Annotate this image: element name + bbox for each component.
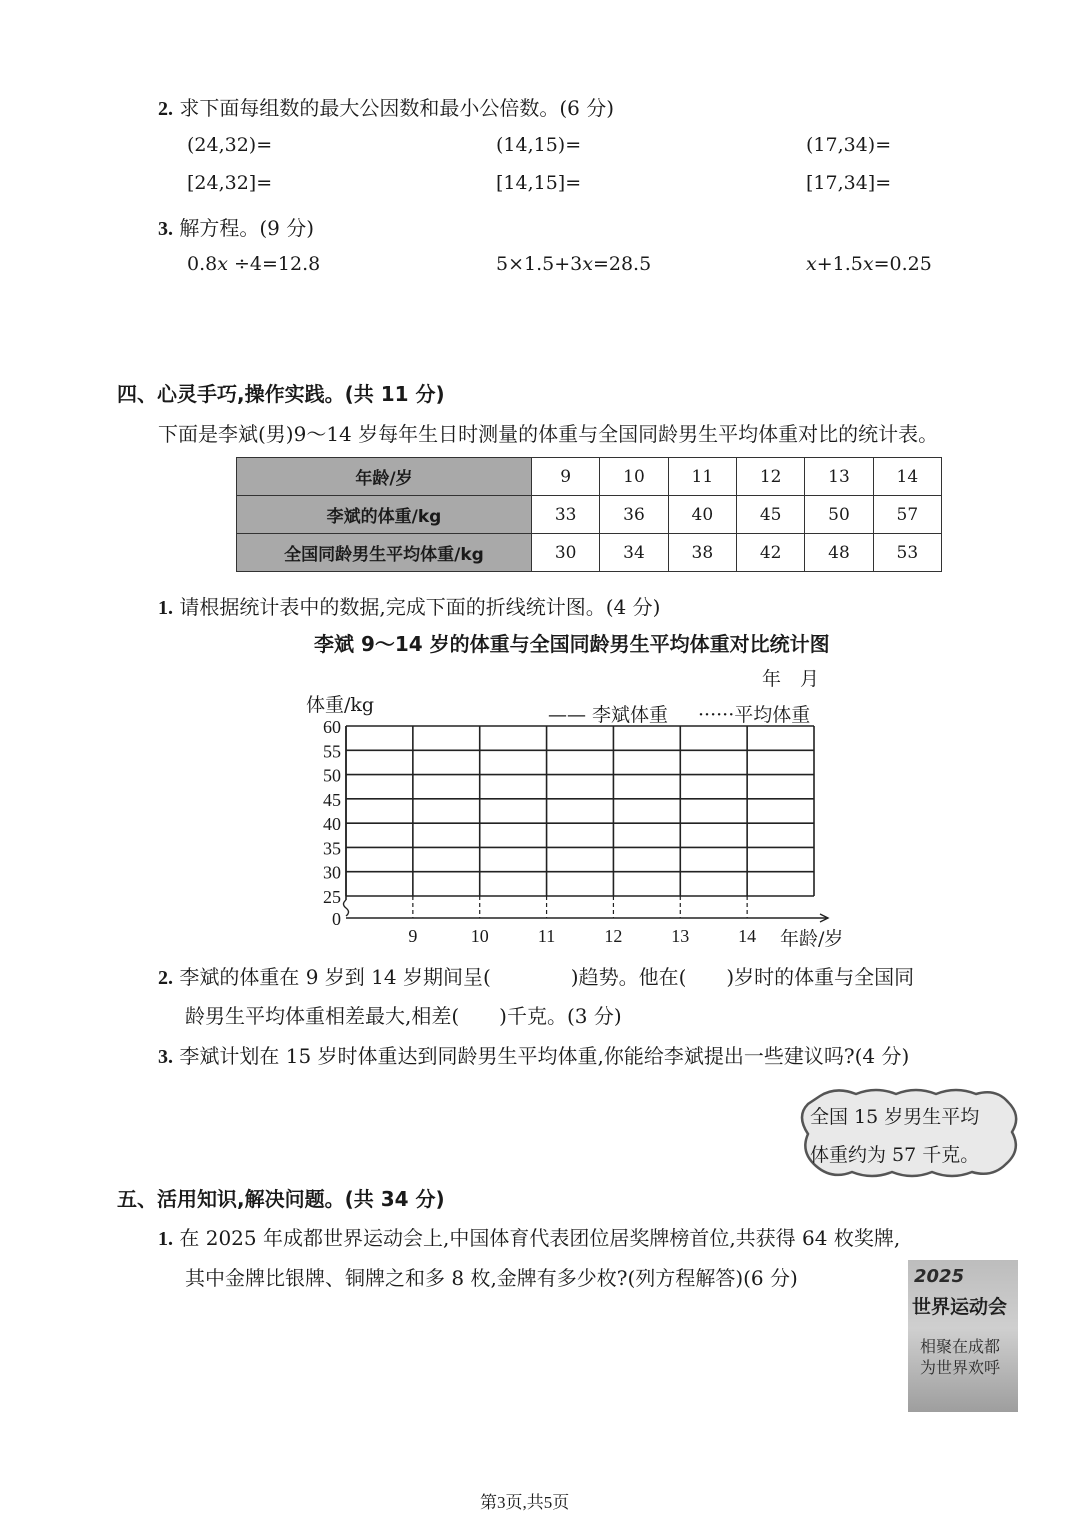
table-cell: 30	[532, 534, 600, 572]
table-cell: 53	[873, 534, 941, 572]
table-cell: 34	[600, 534, 668, 572]
table-cell: 14	[873, 458, 941, 496]
s4-q2-number: 2.	[158, 967, 173, 989]
chart-y-label: 体重/kg	[306, 694, 375, 716]
q2-number: 2.	[158, 98, 173, 120]
s4-q2-text1: 李斌的体重在 9 岁到 14 岁期间呈( )趋势。他在( )岁时的体重与全国同	[179, 965, 915, 989]
logo-slogan1: 相聚在成都	[920, 1337, 1001, 1356]
s5-q1-line2: 其中金牌比银牌、铜牌之和多 8 枚,金牌有多少枚?(列方程解答)(6 分)	[185, 1266, 798, 1290]
legend-average: ······平均体重	[698, 704, 811, 726]
section4-heading: 四、心灵手巧,操作实践。(共 11 分)	[117, 382, 445, 406]
table-cell: 38	[668, 534, 736, 572]
chart-date-label: 年 月	[762, 668, 820, 690]
table-cell: 11	[668, 458, 736, 496]
chart-title: 李斌 9～14 岁的体重与全国同龄男生平均体重对比统计图	[314, 632, 830, 656]
table-cell: 33	[532, 496, 600, 534]
table-cell: 12	[736, 458, 804, 496]
row-header: 年龄/岁	[237, 458, 532, 496]
y-tick-label: 30	[323, 862, 341, 883]
table-row-age	[237, 458, 942, 496]
s5-q1-number: 1.	[158, 1228, 173, 1250]
s4-q1-number: 1.	[158, 597, 173, 619]
s4-q1-text: 请根据统计表中的数据,完成下面的折线统计图。(4 分)	[179, 595, 661, 619]
table-cell: 50	[805, 496, 873, 534]
chart-x-label: 年龄/岁	[780, 928, 844, 950]
table-cell: 9	[532, 458, 600, 496]
y-tick-label: 45	[323, 789, 341, 810]
legend-libin: —— 李斌体重	[548, 704, 669, 726]
logo-year: 2025	[914, 1266, 965, 1287]
s4-q1	[158, 591, 660, 620]
s4-q3	[158, 1040, 909, 1069]
table-cell: 48	[805, 534, 873, 572]
equation-3: 𝑥+1.5𝑥=0.25	[806, 253, 932, 275]
table-cell: 45	[736, 496, 804, 534]
y-tick-label: 55	[323, 741, 341, 762]
gcd-14-15: (14,15)=	[496, 134, 582, 156]
lcm-14-15: [14,15]=	[496, 172, 582, 194]
q3-number: 3.	[158, 218, 173, 240]
q3-title	[158, 212, 314, 241]
hint-cloud	[796, 1086, 1022, 1180]
lcm-24-32: [24,32]=	[187, 172, 273, 194]
x-tick-label: 10	[470, 926, 489, 946]
gcd-17-34: (17,34)=	[806, 134, 892, 156]
y-tick-label: 50	[323, 765, 341, 786]
y-tick-label: 0	[332, 909, 341, 929]
section4-intro: 下面是李斌(男)9～14 岁每年生日时测量的体重与全国同龄男生平均体重对比的统计表。	[158, 422, 939, 446]
row-header: 全国同龄男生平均体重/kg	[237, 534, 532, 572]
table-cell: 40	[668, 496, 736, 534]
s4-q3-text: 李斌计划在 15 岁时体重达到同龄男生平均体重,你能给李斌提出一些建议吗?(4 分)	[179, 1044, 910, 1068]
table-cell: 42	[736, 534, 804, 572]
hint-line1: 全国 15 岁男生平均	[810, 1106, 980, 1128]
equation-1: 0.8𝑥 ÷4=12.8	[187, 253, 321, 275]
row-header: 李斌的体重/kg	[237, 496, 532, 534]
s5-q1-line1	[158, 1222, 900, 1251]
stats-table	[236, 457, 942, 572]
lcm-17-34: [17,34]=	[806, 172, 892, 194]
hint-line2: 体重约为 57 千克。	[810, 1144, 980, 1166]
table-cell: 10	[600, 458, 668, 496]
table-row-average	[237, 534, 942, 572]
x-tick-label: 14	[738, 926, 757, 946]
table-row-libin	[237, 496, 942, 534]
y-tick-label: 40	[323, 814, 341, 835]
q2-title	[158, 92, 614, 121]
section5-heading: 五、活用知识,解决问题。(共 34 分)	[117, 1187, 445, 1211]
y-tick-label: 35	[323, 838, 341, 859]
s4-q3-number: 3.	[158, 1046, 173, 1068]
x-tick-label: 11	[537, 926, 556, 946]
s4-q2-line2: 龄男生平均体重相差最大,相差( )千克。(3 分)	[185, 1004, 622, 1028]
logo-title: 世界运动会	[912, 1296, 1008, 1318]
gcd-24-32: (24,32)=	[187, 134, 273, 156]
s4-q2-line1	[158, 961, 914, 990]
logo-slogan2: 为世界欢呼	[920, 1358, 1001, 1377]
q3-text: 解方程。(9 分)	[179, 216, 315, 240]
world-games-logo	[908, 1260, 1018, 1412]
x-tick-label: 12	[604, 926, 623, 946]
s5-q1-text1: 在 2025 年成都世界运动会上,中国体育代表团位居奖牌榜首位,共获得 64 枚奖牌,	[179, 1226, 901, 1250]
x-axis-arrow	[820, 914, 828, 922]
y-tick-label: 25	[323, 887, 341, 907]
table-cell: 36	[600, 496, 668, 534]
table-cell: 13	[805, 458, 873, 496]
x-tick-label: 13	[671, 926, 690, 946]
equation-2: 5×1.5+3𝑥=28.5	[496, 253, 652, 275]
x-tick-label: 9	[408, 926, 418, 946]
page-footer: 第3页,共5页	[480, 1493, 570, 1512]
q2-text: 求下面每组数的最大公因数和最小公倍数。(6 分)	[179, 96, 615, 120]
y-tick-label: 60	[323, 717, 341, 737]
axis-break-mark	[344, 900, 349, 916]
table-cell: 57	[873, 496, 941, 534]
